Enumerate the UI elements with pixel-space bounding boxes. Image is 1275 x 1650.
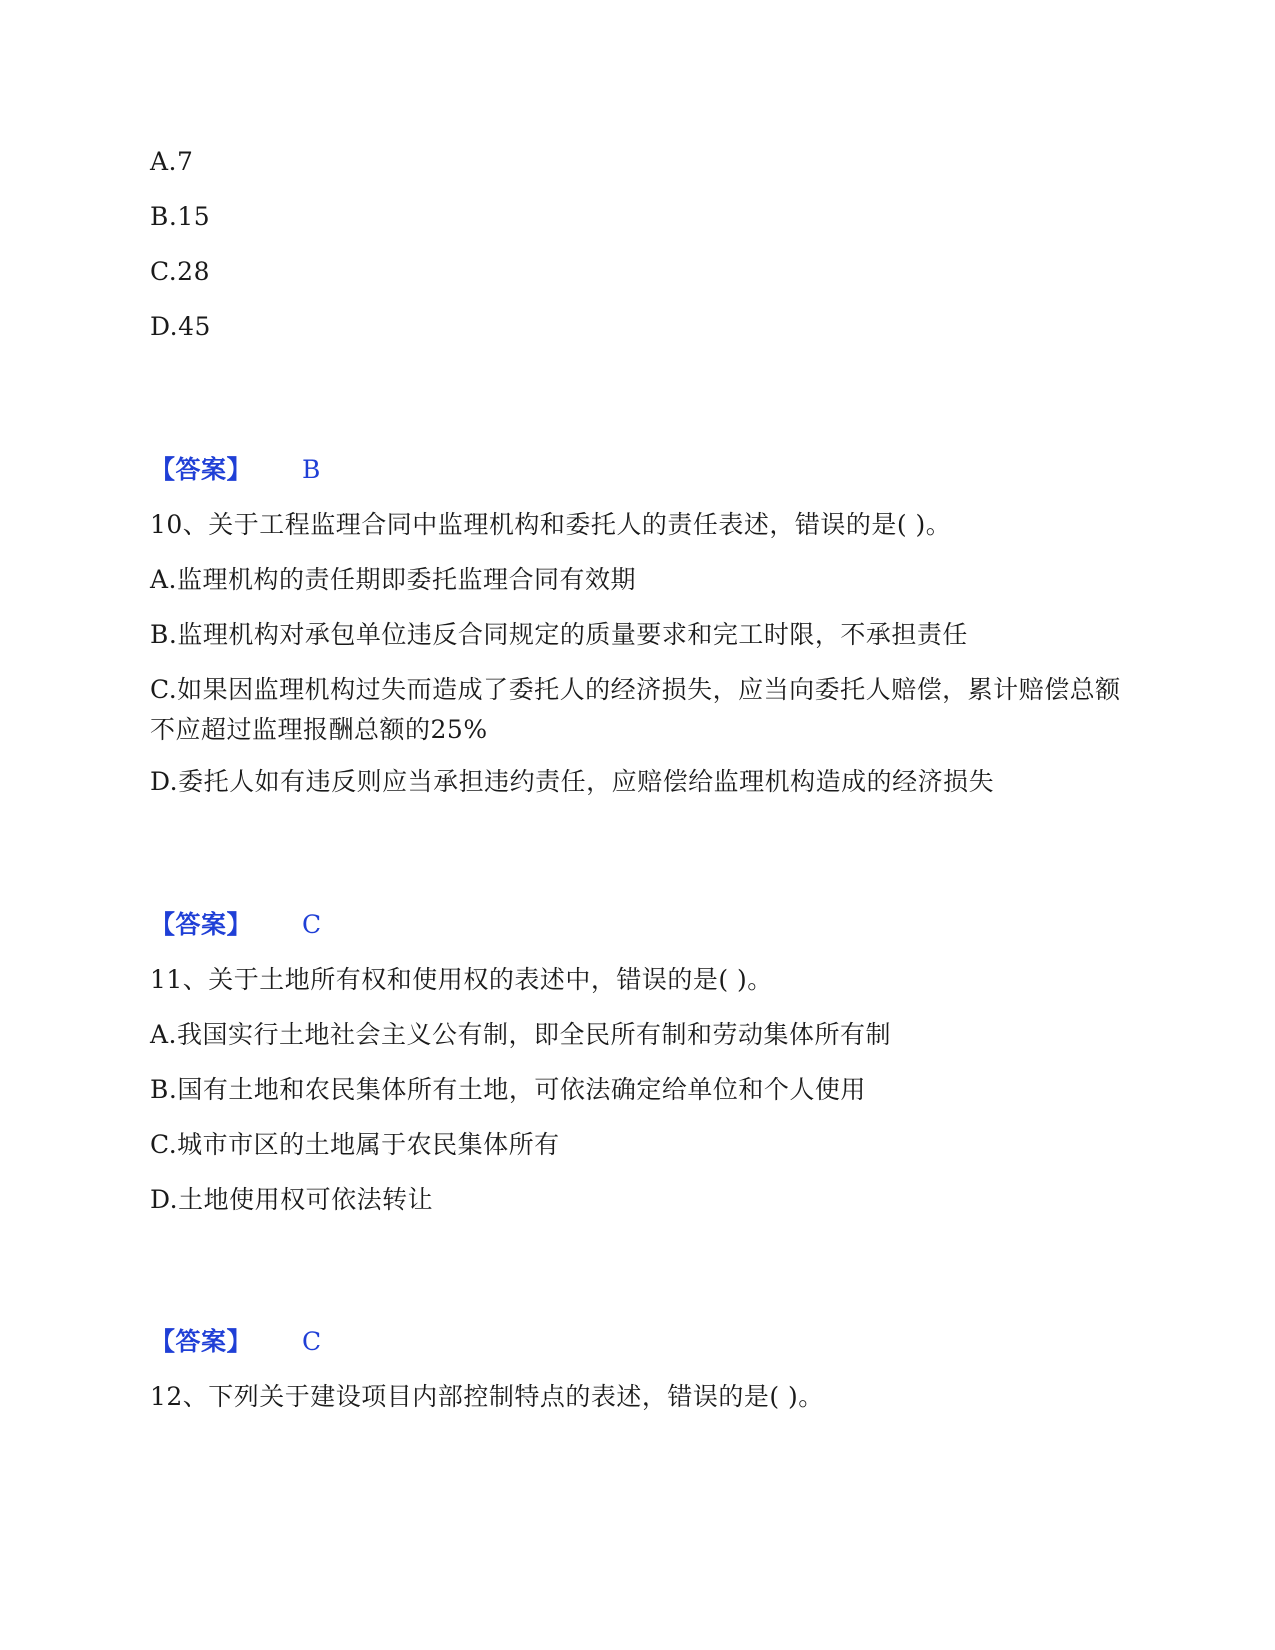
q9-option-b: B.15 (150, 202, 211, 231)
answer-value: C (302, 1327, 322, 1356)
q11-question: 11、关于土地所有权和使用权的表述中，错误的是( )。 (150, 965, 773, 994)
answer-value: C (302, 910, 322, 939)
answer-label: 【答案】 (150, 910, 253, 939)
answer-label: 【答案】 (150, 1327, 253, 1356)
q11-answer (150, 1322, 322, 1362)
q11-option-a: A.我国实行土地社会主义公有制，即全民所有制和劳动集体所有制 (150, 1020, 892, 1049)
answer-label: 【答案】 (150, 455, 253, 484)
q9-option-a: A.7 (150, 147, 194, 176)
q9-answer (150, 450, 321, 490)
answer-value: B (302, 455, 321, 484)
q11-option-d: D.土地使用权可依法转让 (150, 1185, 434, 1214)
q11-option-b: B.国有土地和农民集体所有土地，可依法确定给单位和个人使用 (150, 1075, 866, 1104)
q10-answer (150, 905, 322, 945)
q10-option-a: A.监理机构的责任期即委托监理合同有效期 (150, 565, 637, 594)
q10-option-d: D.委托人如有违反则应当承担违约责任，应赔偿给监理机构造成的经济损失 (150, 767, 995, 796)
q9-option-c: C.28 (150, 257, 210, 286)
q10-option-b: B.监理机构对承包单位违反合同规定的质量要求和完工时限，不承担责任 (150, 620, 968, 649)
q10-option-c: C.如果因监理机构过失而造成了委托人的经济损失，应当向委托人赔偿，累计赔偿总额不应超过监理报酬总额的25% (150, 675, 1121, 744)
q10-question: 10、关于工程监理合同中监理机构和委托人的责任表述，错误的是( )。 (150, 510, 952, 539)
q12-question: 12、下列关于建设项目内部控制特点的表述，错误的是( )。 (150, 1382, 824, 1411)
q9-option-d: D.45 (150, 312, 211, 341)
q11-option-c: C.城市市区的土地属于农民集体所有 (150, 1130, 560, 1159)
